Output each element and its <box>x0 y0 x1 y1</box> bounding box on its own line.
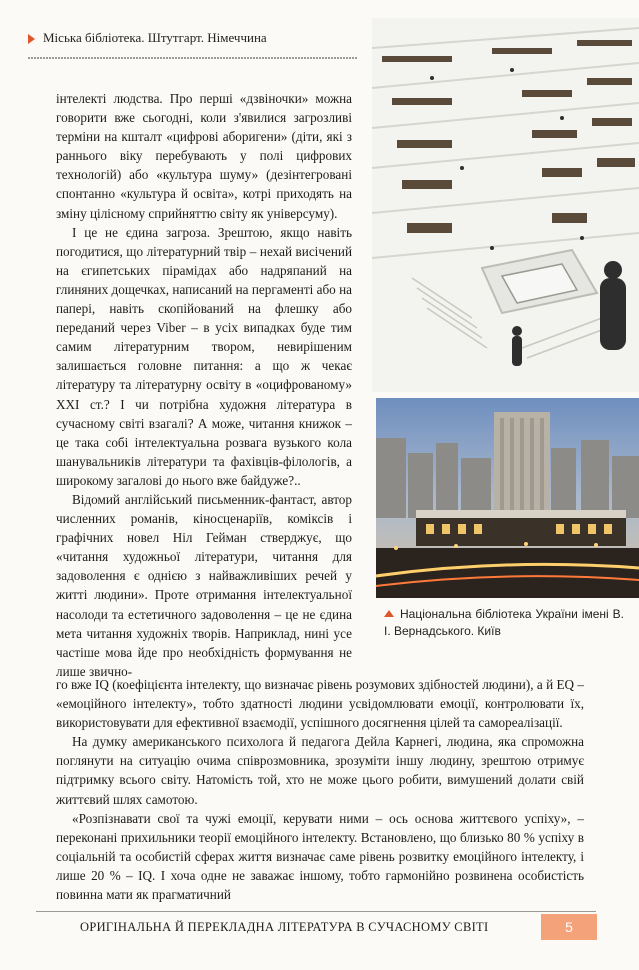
caption-stuttgart-text: Міська бібліотека. Штутгарт. Німеччина <box>43 30 267 45</box>
photo-stuttgart-library <box>372 18 639 392</box>
full-width-text <box>56 675 584 904</box>
footer-divider <box>36 911 596 912</box>
column-text <box>56 89 352 681</box>
caption-marker-up-icon <box>384 610 394 617</box>
column-paragraph-3: Відомий англійський письменник-фантаст, автор численних романів, кіносценаріїв, коміксів і графічних новел Ніл Гейман стверджує, що «читання художньої літератури, читання для задоволення є однією з найважливіших речей у житті людини». Проте отримання інтелектуальної насолоди та естетичного задоволення – це не єдина мета читання художніх творів. Наприклад, нині усе частіше мова йде про необхідність формування не лише звично- <box>56 491 352 679</box>
column-paragraph-2: І це не єдина загроза. Зрештою, якщо навіть погодитися, що літературний твір – нехай висічений на єгипетських пірамідах або надряпаний на глиняних дощечках, написаний на пергаменті або на папері, навіть скопійований на флешку або переданий через Viber – в усіх випадках буде тим самим літературним твором, невирішеним залишається головне питання: а що ж чекає літературу та літературну освіту в «оцифрованому» XXI ст.? І чи потрібна художня література в сучасному світі взагалі? А може, читання книжок – це така собі інтелектуальна розвага вузького кола шанувальників літератури та фахівців-філологів, а широкому загалові до нього вже байдуже?.. <box>56 224 352 488</box>
full-paragraph-1: го вже IQ (коефіцієнта інтелекту, що визначає рівень розумових здібностей людини), а й EQ – «емоційного інтелекту», тобто здатності людини усвідомлювати емоції, контролювати їх, використовувати для ефективної взаємодії, успішного досягнення цілей та самореалізації. <box>56 677 584 731</box>
photo-caption-kyiv <box>384 606 624 640</box>
column-paragraph-1: інтелекті людства. Про перші «дзвіночки» можна говорити вже сьогодні, коли з'явилися загрозливі терміни на кшталт «цифрові аборигени» (діти, які з раннього віку перебувають у полі цифрових технологій) або «культура шуму» (дезінтегровані спонтанно «культура й освіта», котрі приходять на зміну цілісному сприйняттю світу як універсуму). <box>56 91 352 221</box>
photo-kyiv-library <box>376 398 639 598</box>
page-number: 5 <box>541 914 597 940</box>
caption-kyiv-text: Національна бібліотека України імені В. І. Вернадського. Київ <box>384 607 624 638</box>
full-paragraph-3: «Розпізнавати свої та чужі емоції, керувати ними – ось основа життєвого успіху», – переконані прихильники теорії емоційного інтелекту. Встановлено, що близько 80 % успіху в соціальній та особистій сферах життя визначає саме рівень розвитку емоційного інтелекту, і лише 20 % – IQ. І хоча одне не заважає іншому, тобто гармонійно розвинена особистість повинна мати як прагматичний <box>56 810 584 903</box>
caption-divider <box>28 57 358 59</box>
full-paragraph-2: На думку американського психолога й педагога Дейла Карнегі, людина, яка спроможна поглянути на ситуацію очима співрозмовника, зрозуміти іншу людину, зрештою отримує підтримку всього світу. Натомість той, хто не може цього робити, вимушений долати свій життєвий шлях самотою. <box>56 734 584 807</box>
kyiv-library-illustration <box>376 398 639 598</box>
stuttgart-library-illustration <box>372 18 639 392</box>
photo-caption-stuttgart <box>28 30 358 46</box>
caption-marker-icon <box>28 34 35 44</box>
footer-title: ОРИГІНАЛЬНА Й ПЕРЕКЛАДНА ЛІТЕРАТУРА В СУЧАСНОМУ СВІТІ <box>80 920 489 934</box>
